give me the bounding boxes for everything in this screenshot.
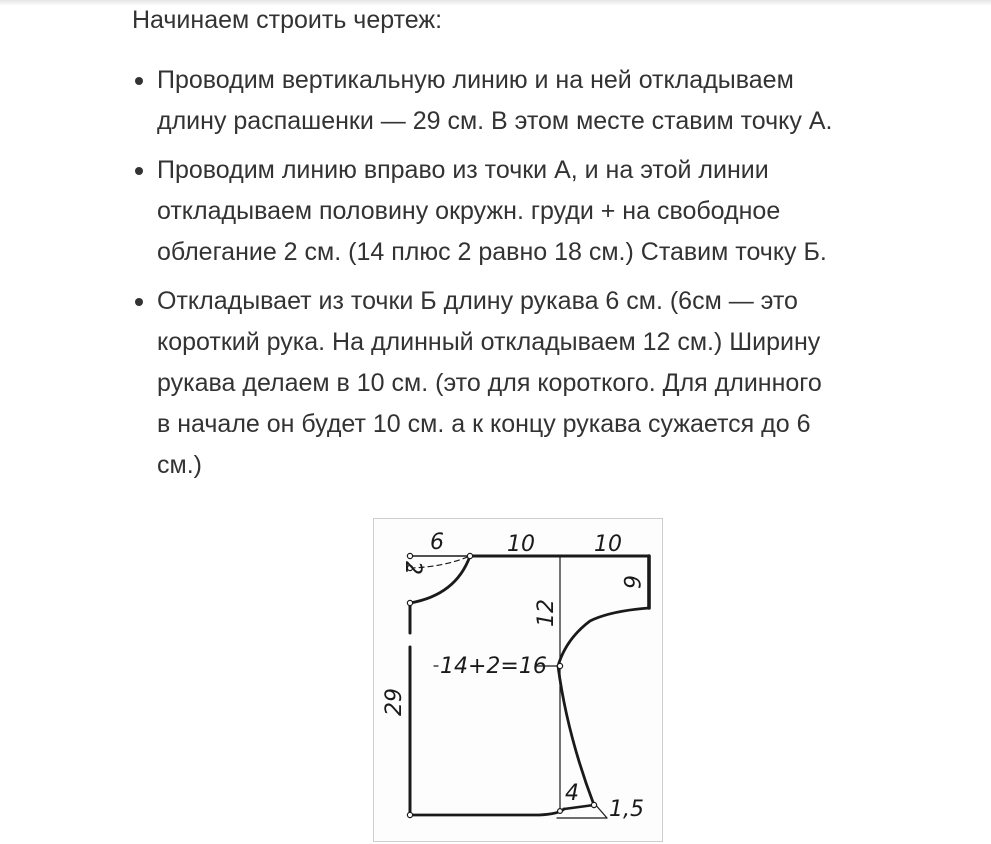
dim-hem-1-5: 1,5 [609, 797, 644, 822]
step-item-2 [132, 150, 922, 273]
pattern-svg [374, 519, 662, 841]
step-2-line-3: облегание 2 см. (14 плюс 2 равно 18 см.) Ставим точку Б. [157, 238, 827, 266]
dim-top-10b: 10 [594, 532, 622, 557]
dim-hem-4: 4 [565, 781, 579, 806]
dim-top-10a: 10 [507, 532, 535, 557]
point-marker [467, 553, 472, 558]
dim-length-29: 29 [382, 688, 407, 716]
point-marker [557, 663, 562, 668]
step-1-line-1: Проводим вертикальную линию и на ней откладываем [157, 66, 794, 94]
point-marker [407, 553, 412, 558]
hem-line [410, 809, 564, 815]
dim-neck-2: 2 [400, 561, 425, 575]
steps-list [132, 60, 922, 486]
step-item-1 [132, 60, 922, 142]
step-3-line-4: в начале он будет 10 см. а к концу рукава сужается до 6 [157, 410, 811, 438]
dim-chest-formula: 14+2=16 [440, 654, 547, 679]
dim-cuff-6: 6 [618, 575, 643, 589]
pattern-drawing [373, 518, 663, 842]
dim-top-6: 6 [430, 530, 444, 555]
dim-depth-12: 12 [534, 599, 559, 627]
bullet-icon [135, 298, 143, 306]
point-marker [407, 812, 412, 817]
bullet-icon [135, 77, 143, 85]
step-3-line-1: Откладывает из точки Б длину рукава 6 см. (6см — это [157, 287, 798, 315]
point-marker [558, 809, 563, 814]
article-content [132, 0, 922, 494]
intro-text: Начинаем строить чертеж: [132, 6, 443, 34]
point-marker [407, 600, 412, 605]
step-2-line-2: откладываем половину окружн. груди + на свободное [157, 197, 781, 225]
step-3-line-2: короткий рука. На длинный откладываем 12 см.) Ширину [157, 328, 821, 356]
step-3-line-3: рукава делаем в 10 см. (это для короткого. Для длинного [157, 369, 822, 397]
step-2-line-1: Проводим линию вправо из точки А, и на этой линии [157, 156, 769, 184]
step-item-3 [132, 281, 922, 486]
step-1-line-2: длину распашенки — 29 см. В этом месте ставим точку А. [157, 107, 833, 135]
armhole-curve [558, 608, 649, 666]
bullet-icon [135, 167, 143, 175]
point-marker [591, 802, 596, 807]
step-3-line-5: см.) [157, 451, 202, 479]
